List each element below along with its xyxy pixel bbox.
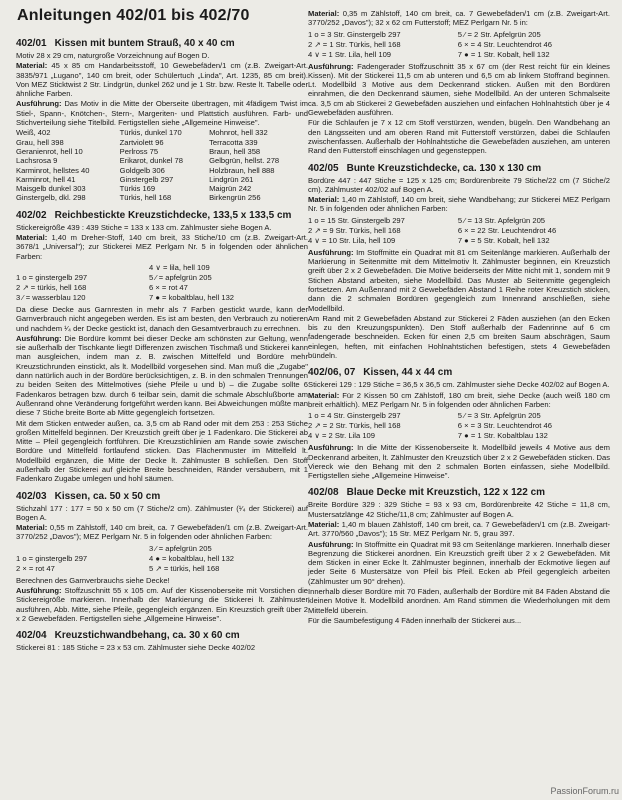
yarn-legend [16, 544, 308, 574]
material-label: Material: [308, 9, 340, 18]
section-text: Bordüre 447 : 447 Stiche = 125 x 125 cm; Bordürenbreite 79 Stiche/22 cm (7 Stiche/2 cm). Zählmuster 402/02 auf Bogen A. [308, 175, 610, 194]
section-402-04-heading [16, 630, 308, 642]
legend-row [16, 564, 308, 574]
legend-entry: 2 ↗ = 9 Str. Türkis, hell 168 [308, 225, 401, 235]
material-label: Material: [16, 233, 48, 243]
legend-row [16, 554, 308, 564]
material-label: Material: [308, 519, 340, 529]
section-number: 402/01 [16, 38, 47, 49]
section-title: Kissen, ca. 50 x 50 cm [54, 490, 161, 502]
section-number: 402/08 [308, 487, 339, 499]
legend-row [308, 226, 610, 236]
section-402-05-heading [308, 163, 610, 175]
instructions-text: Stoffzuschnitt 55 x 105 cm. Auf der Kissenoberseite mit Vorstichen die Stickereigröße markieren. Innerhalb der Markierung die Stickerei lt. Zählmuster ausführen, Abb. Mitte, siehe Pfeile, gegengleich ergänzen. Ein Kreuzstich greift über 2 x 2 Gewebefäden. Fertigstellen siehe „Allgemeine Hinweise". [16, 586, 308, 623]
material-paragraph [16, 523, 308, 542]
material-text: 45 x 85 cm Handarbeitsstoff, 10 Gewebefäden/1 cm (z.B. Zweigart-Art. 3835/971 „Lugano", 140 cm breit, oder Schülertuch „Linda", Art. 1235, 85 cm breit). Von MEZ Sticktwist 2 Str. Lindgrün, dunkel 262 und je 1 Str. bzw. Reste lt. Tabelle oder ähnliche Farben. [16, 61, 308, 99]
section-402-01-heading [16, 38, 308, 50]
legend-entry: 1 o = 4 Str. Ginstergelb 297 [308, 411, 401, 421]
instructions-label: Ausführung: [16, 333, 62, 343]
color-cell: Perlross 75 [119, 146, 159, 156]
legend-entry: 1 o = ginstergelb 297 [16, 553, 88, 563]
instructions-text: In die Mitte der Kissenoberseite lt. Modellbild jeweils 4 Motive aus dem Deckenrand arbeiten, lt. Zählmuster den Kreuzstich über 2 x 2 Gewebefäden sticken. Das Viereck wie den Behang mit den 2 schmalen Borten einfassen, siehe Modellbild. Fertigstellen siehe „Allgemeine Hinweise". [308, 443, 610, 481]
instructions-paragraph [16, 99, 308, 127]
instructions-label: Ausführung: [16, 99, 62, 109]
instructions-text: Im Stoffmitte ein Quadrat mit 81 cm Seitenlänge markieren. Außerhalb der Markierung in Seitenmitte mit dem Mittelmotiv lt. Zählmuster beginnen, ein Kreuzstich greift über 2 x 2 Gewebefäden. Die Motive beiderseits der Mitte nicht mit 1, sondern mit 9 Stichen Abstand arbeiten, siehe Modellbild. Das Muster ab Seitenmitte gegengleich fortsetzen. Am Außenrand mit 2 Gewebefäden Abstand 1 Reihe roter Kreuzstich sticken, dann die 2 schmalen Bordüren gegengleich zum Innenrand anschließen, siehe Modellbild. [308, 247, 610, 313]
material-paragraph [308, 9, 610, 28]
instructions-text: Das Motiv in die Mitte der Oberseite übertragen, mit 4fädigem Twist im Stiel-, Spann-, Knötchen-, Stern-, Margeriten- und Plattstich ausführen. Farb- und Stichverteilung siehe Titelbild. Fertigstellen siehe „Allgemeine Hinweise". [16, 99, 308, 128]
paragraph: Für die Saumbefestigung 4 Fäden innerhalb der Stickerei aus... [308, 615, 522, 625]
instructions-label: Ausführung: [308, 247, 354, 257]
legend-entry: 4 ∨ = 2 Str. Lila 109 [308, 431, 375, 441]
color-cell: Gelbgrün, hellst. 278 [209, 156, 280, 166]
legend-entry: 5 ⁄ = apfelgrün 205 [149, 272, 212, 282]
section-number: 402/04 [16, 630, 47, 642]
material-text: 1,40 m blauen Zählstoff, 140 cm breit, ca. 7 Gewebefäden/1 cm (z.B. Zweigart-Art. 3770/560 „Davos"); 15 Str. MEZ Perlgarn Nr. 5, grau 397. [308, 519, 610, 539]
color-row [16, 128, 308, 137]
section-text: Stickereigröße 439 : 439 Stiche = 133 x 133 cm. Zählmuster siehe Bogen A. [16, 222, 272, 232]
section-402-03-heading [16, 491, 308, 503]
watermark: PassionForum.ru [550, 785, 619, 796]
legend-entry: 7 ● = 1 Str. Kobalt, hell 132 [457, 49, 550, 59]
section-title: Bunte Kreuzstichdecke, ca. 130 x 130 cm [346, 162, 542, 174]
color-row [16, 147, 308, 156]
color-cell: Goldgelb 306 [119, 165, 165, 175]
legend-entry: 6 × = 22 Str. Leuchtendrot 46 [457, 225, 557, 235]
paragraph: Da diese Decke aus Garnresten in mehr als 7 Farben gestickt wurde, kann der Garnverbrauch nicht angegeben werden. Es ist am besten, den Verbrauch zu notieren und nachdem ¹⁄₄ der Decke gestickt ist, danach den Gesamtverbrauch zu errechnen. [16, 304, 308, 333]
color-cell: Ginstergelb, dkl. 298 [16, 193, 86, 203]
color-cell: Geranienrot, hell 10 [16, 146, 83, 156]
legend-entry: 4 ∨ = 1 Str. Lila, hell 109 [308, 49, 392, 59]
yarn-legend [308, 216, 610, 246]
legend-entry: 5 ⁄ = 13 Str. Apfelgrün 205 [457, 215, 546, 225]
material-paragraph [16, 233, 308, 261]
legend-entry [16, 263, 149, 273]
material-paragraph [308, 391, 610, 410]
yarn-legend [308, 30, 610, 60]
color-cell: Ginstergelb 297 [119, 174, 174, 184]
material-text: 0,35 m Zählstoff, 140 cm breit, ca. 7 Gewebefäden/1 cm (z.B. Zweigart-Art. 3770/252 „Davos"); 32 x 62 cm Futterstoff; MEZ Perlgarn Nr. 5 in: [308, 9, 610, 28]
section-title: Kissen mit buntem Strauß, 40 x 40 cm [54, 38, 235, 49]
section-number: 402/06, 07 [308, 367, 356, 379]
section-text: Stickerei 129 : 129 Stiche = 36,5 x 36,5 cm. Zählmuster siehe Decke 402/02 auf Bogen A. [308, 380, 610, 390]
legend-row [16, 283, 308, 293]
yarn-legend [308, 411, 610, 441]
color-cell: Maisgelb dunkel 303 [16, 184, 86, 194]
section-402-06-07-heading [308, 367, 610, 379]
color-cell: Karminrot, hell 41 [16, 174, 76, 184]
legend-entry: 6 × = 3 Str. Leuchtendrot 46 [457, 421, 552, 431]
legend-row [308, 411, 610, 421]
material-text: 0,55 m Zählstoff, 140 cm breit, ca. 7 Gewebefäden/1 cm (z.B. Zweigart-Art. 3770/252 „Davos"); MEZ Perlgarn Nr. 5 in folgenden oder ähnlichen Farben: [16, 523, 308, 542]
section-402-02-heading [16, 210, 308, 222]
legend-entry: 3 ⁄ = wasserblau 120 [16, 292, 86, 302]
legend-entry: 7 ● = 1 Str. Kobaltblau 132 [457, 431, 548, 441]
color-cell: Birkengrün 256 [209, 193, 261, 203]
legend-entry: 4 ● = kobaltblau, hell 132 [149, 553, 235, 563]
material-text: Für 2 Kissen 50 cm Zählstoff, 180 cm breit, siehe Decke (auch weiß 180 cm breit erhältlich). MEZ Perlgarn Nr. 5 in folgenden oder ähnlichen Farben: [308, 390, 610, 409]
paragraph: Berechnen des Garnverbrauchs siehe Decke! [16, 575, 170, 585]
material-paragraph [16, 61, 308, 98]
section-text: Stichzahl 177 : 177 = 50 x 50 cm (7 Stiche/2 cm). Zählmuster (¹⁄₄ der Stickerei) auf Bogen A. [16, 503, 308, 522]
section-text: Breite Bordüre 329 : 329 Stiche = 93 x 93 cm, Bordürenbreite 42 Stiche = 11,8 cm, Mustersatzlänge 42 Stiche/11,8 cm; Zählmuster auf Bogen A. [308, 500, 610, 519]
instructions-paragraph [16, 334, 308, 418]
legend-row [308, 431, 610, 441]
legend-row [16, 273, 308, 283]
legend-entry: 6 × = rot 47 [149, 282, 188, 292]
legend-entry: 4 ∨ = 10 Str. Lila, hell 109 [308, 235, 396, 245]
legend-entry: 6 × = 4 Str. Leuchtendrot 46 [457, 39, 552, 49]
color-cell: Maigrün 242 [209, 184, 252, 194]
color-row [16, 166, 308, 175]
instructions-label: Ausführung: [16, 586, 62, 596]
color-cell: Zartviolett 96 [119, 137, 164, 147]
legend-row [308, 50, 610, 60]
color-row [16, 193, 308, 202]
color-row [16, 184, 308, 193]
material-label: Material: [308, 195, 340, 205]
color-cell: Türkis, hell 168 [119, 193, 172, 203]
legend-row [308, 236, 610, 246]
legend-entry: 1 o = ginstergelb 297 [16, 272, 88, 282]
legend-entry: 7 ● = kobaltblau, hell 132 [149, 292, 235, 302]
color-cell: Braun, hell 358 [209, 146, 261, 156]
instructions-label: Ausführung: [308, 539, 354, 549]
legend-entry: 5 ⁄ = 2 Str. Apfelgrün 205 [457, 29, 541, 39]
legend-entry: 7 ● = 5 Str. Kobalt, hell 132 [457, 235, 550, 245]
material-label: Material: [16, 523, 48, 533]
paragraph: Innerhalb dieser Bordüre mit 70 Fäden, außerhalb der Bordüre mit 84 Fäden Abstand die kleinen Motive lt. Modellbild anordnen. Am Rand stimmen die Wiederholungen mit dem Mittelfeld überein. [308, 587, 610, 615]
material-label: Material: [308, 390, 340, 400]
material-text: 1,40 m Zählstoff, 140 cm breit, siehe Wandbehang; zur Stickerei MEZ Perlgarn Nr. 5 in folgenden oder ähnlichen Farben: [308, 195, 610, 214]
paragraph: Mit dem Sticken entweder außen, ca. 3,5 cm ab Rand oder mit dem 253 : 253 Stiche großen Mittelfeld beginnen. Der Kreuzstich greift über je 1 Fadenkaro. Die Stickerei ab Mitte – Pfeil gegengleich fortführen. Die Kreuzstichlinien am Rande sowie zwischen Bordüre und Mittelfeld fortlaufend sticken. Das Flächenmuster im Mittelfeld lt. Modellbild ergänzen, die Mitte der Decke lt. Zählmuster B schließen. Den Stoff außerhalb der Stickerei auf gleiche Breite beschneiden, Ränder versäubern, mit 1 Fadenkaro Zugabe umlegen und hohl säumen. [16, 418, 308, 484]
color-cell: Terracotta 339 [209, 137, 258, 147]
legend-entry: 2 × = rot 47 [16, 563, 55, 573]
color-cell: Mohnrot, hell 332 [209, 128, 268, 138]
instructions-paragraph [308, 540, 610, 586]
instructions-text: Die Bordüre kommt bei dieser Decke am schönsten zur Geltung, wenn sie außerhalb der Tischkante liegt! Differenzen zwischen Tischmaß und Stickerei kann man ausgleichen, indem man z. B. zwischen Mittelfeld und Bordüre mehr Kreuzstichrunden einstickt, als lt. Modellbild vorgesehen sind. Man muß die „Zugabe" dann natürlich auch in der Bordüre berücksichtigen, z. B. in den schmalen Trennungen zu beiden Seiten des Mittelmotives (siehe Pfeile u und b) – die Zugabe sollte 6 Fadenkaros betragen bzw. durch 6 teilbar sein, damit die schmale Abschlußborte am Außenrand ohne Veränderung fortgeführt werden kann. Bei Abweichungen müßte man diese 7 Stiche breite Borte ab Mitte gegengleich fortsetzen. [16, 333, 308, 418]
color-cell: Lachsrosa 9 [16, 156, 58, 166]
legend-entry: 2 ↗ = 2 Str. Türkis, hell 168 [308, 421, 401, 431]
legend-entry: 1 o = 15 Str. Ginstergelb 297 [308, 215, 405, 225]
paragraph: Am Rand mit 2 Gewebefäden Abstand zur Stickerei 2 Fäden ausziehen (an den Ecken bis zu den Kreuzungspunkten). Den Stoff außerhalb der Fadenrinne auf 6 cm fadengerade beschneiden. Ecken für einen 2,5 cm breiten Saum abschrägen, Saum einlegen, heften, mit einfachen Hohlnahtstichen befestigen, stets 4 Gewebefäden bündeln. [308, 313, 610, 361]
legend-entry: 3 ⁄ = apfelgrün 205 [149, 543, 212, 553]
section-number: 402/05 [308, 162, 339, 174]
section-title: Kissen, 44 x 44 cm [363, 367, 453, 379]
left-column [16, 31, 308, 654]
section-number: 402/02 [16, 209, 47, 221]
color-cell: Türkis 169 [119, 184, 156, 194]
legend-row [308, 30, 610, 40]
instructions-paragraph [308, 248, 610, 313]
legend-row [308, 40, 610, 50]
color-row [16, 156, 308, 165]
section-text: Motiv 28 x 29 cm, naturgroße Vorzeichnung auf Bogen D. [16, 51, 210, 60]
section-title: Blaue Decke mit Kreuzstich, 122 x 122 cm [346, 487, 546, 499]
color-cell: Türkis, dunkel 170 [119, 128, 182, 138]
instructions-paragraph [16, 586, 308, 623]
legend-row [308, 216, 610, 226]
legend-entry: 5 ↗ = türkis, hell 168 [149, 563, 220, 573]
legend-row [16, 544, 308, 554]
color-row [16, 175, 308, 184]
paragraph: Für die Schlaufen je 7 x 12 cm Stoff verstürzen, wenden, bügeln. Den Wandbehang an den Längsseiten und am oberen Rand mit Futterstoff verstürzen, dabei die Schlaufen zwischenfassen. Außerhalb der Hohlnahtstiche die Gewebefäden ausziehen, am unteren Rand den Futterstoff einschlagen und gegensteppen. [308, 118, 610, 156]
legend-entry [16, 544, 149, 554]
material-text: 1,40 m Dreher-Stoff, 140 cm breit, 33 Stiche/10 cm (z.B. Zweigart-Art. 3678/1 „Universal"); zur Stickerei MEZ Perlgarn Nr. 5 in folgenden oder ähnlichen Farben: [16, 233, 308, 261]
legend-entry: 4 ∨ = lila, hell 109 [149, 262, 210, 272]
yarn-legend [16, 263, 308, 303]
color-cell: Erikarot, dunkel 78 [119, 156, 183, 166]
color-table [16, 128, 308, 202]
color-cell: Holzbraun, hell 888 [209, 165, 275, 175]
legend-entry: 2 ↗ = 1 Str. Türkis, hell 168 [308, 39, 401, 49]
instructions-label: Ausführung: [308, 61, 354, 71]
color-cell: Grau, hell 398 [16, 137, 64, 147]
section-402-08-heading [308, 487, 610, 499]
section-title: Kreuzstichwandbehang, ca. 30 x 60 cm [54, 630, 240, 642]
color-row [16, 138, 308, 147]
color-cell: Weiß, 402 [16, 128, 51, 138]
legend-row [16, 263, 308, 273]
section-title: Reichbestickte Kreuzstichdecke, 133,5 x 133,5 cm [54, 209, 292, 221]
instructions-paragraph [308, 62, 610, 118]
instructions-paragraph [308, 443, 610, 480]
material-paragraph [308, 520, 610, 539]
instructions-text: Fadengerader Stoffzuschnitt 35 x 67 cm (der Rest reicht für ein kleines Kissen). Mit der Stickerei 11,5 cm ab unteren und 6,5 cm ab linkem Stoffrand beginnen. Lt. Modellbild 3 Motive aus dem Deckenrand sticken. Außen mit den Bordüren einrahmen, die den Deckenrand säumen, siehe Modellbild. An der unteren Schmalseite ca. 3,5 cm ab Stickerei 2 Gewebefäden ausziehen und einfachen Hohlnahtstich über je 4 Gewebefäden ausführen. [308, 61, 610, 118]
color-cell: Lindgrün 261 [209, 174, 254, 184]
material-label: Material: [16, 61, 48, 71]
legend-entry: 5 ⁄ = 3 Str. Apfelgrün 205 [457, 411, 541, 421]
legend-entry: 2 ↗ = türkis, hell 168 [16, 282, 87, 292]
page-title: Anleitungen 402/01 bis 402/70 [17, 7, 250, 24]
instructions-label: Ausführung: [308, 443, 354, 453]
section-number: 402/03 [16, 490, 47, 502]
legend-row [16, 293, 308, 303]
section-text: Stickerei 81 : 185 Stiche = 23 x 53 cm. Zählmuster siehe Decke 402/02 [16, 643, 256, 653]
legend-row [308, 421, 610, 431]
instructions-text: In Stoffmitte ein Quadrat mit 93 cm Seitenlänge markieren. Innerhalb dieser Begrenzung die Stickerei anordnen. Ein Kreuzstich greift über 2 x 2 Gewebefäden. Mit dem Sticken in einer Ecke lt. Zählmuster beginnen, innerhalb der Eckmotive liegen auf jeder Seite 6 Mustersätze von Pfeil bis Pfeil. Ecken ab Pfeil gegengleich arbeiten (Zählmuster um 90° drehen). [308, 539, 610, 586]
right-column [308, 9, 610, 626]
material-paragraph [308, 195, 610, 214]
color-cell: Karminrot, hellstes 40 [16, 165, 90, 175]
legend-entry: 1 o = 3 Str. Ginstergelb 297 [308, 29, 401, 39]
